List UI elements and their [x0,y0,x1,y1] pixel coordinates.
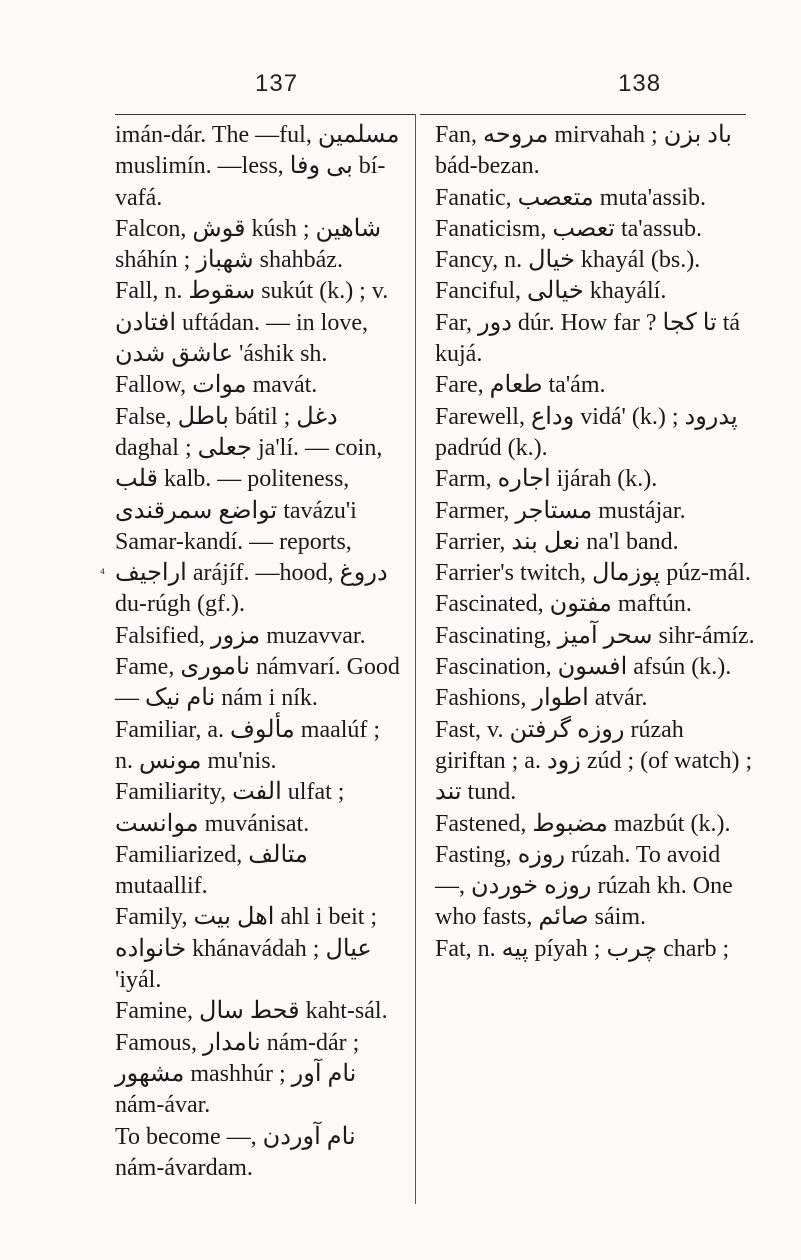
dictionary-entry: Fashions, اطوار atvár. [435,685,648,712]
dictionary-entry: Farewell, وداع vidá' (k.) ; پدرود padrúd (k.). [435,403,738,461]
dictionary-entry: Farrier, نعل بند na'l band. [435,528,679,555]
left-column [115,120,403,1184]
dictionary-entry: Falsified, مزور muzavvar. [115,622,366,649]
dictionary-entry: False, باطل bátil ; دغل daghal ; جعلى ja'lí. — coin, قلب kalb. — politeness, تواضع سمرقندی tavázu'i Samar-kandí. — reports, اراجيف arájíf. —hood, دروغ du-rúgh (gf.). [115,403,388,618]
dictionary-entry: Familiarized, متالف mutaallif. [115,841,308,900]
dictionary-entry: Fat, n. پیه píyah ; چرب charb ; [435,935,730,962]
page-number-left: 137 [255,70,299,97]
dictionary-entry: Fancy, n. خیال khayál (bs.). [435,247,701,274]
dictionary-entry: Fanaticism, تعصب ta'assub. [435,215,702,242]
dictionary-entry: Farmer, مستاجر mustájar. [435,497,686,524]
dictionary-entry: Famous, نامدار nám-dár ; مشهور mashhúr ; نام آور nám-ávar. [115,1029,360,1119]
dictionary-entry: Fan, مروحه mirvahah ; باد بزن bád-bezan. [435,122,732,180]
dictionary-entry: Fame, ناموری námvarí. Good — نام نیک nám i ník. [115,654,400,712]
dictionary-entry: Farrier's twitch, پوزمال púz-mál. [435,560,751,587]
dictionary-entry: Fanatic, متعصب muta'assib. [435,184,707,211]
dictionary-entry: Family, اهل بیت ahl i beit ; خانواده khánavádah ; عیال 'iyál. [115,904,378,994]
dictionary-entry: Far, دور dúr. How far ? تا کجا tá kujá. [435,309,741,368]
dictionary-entry: Fanciful, خیالی khayálí. [435,278,667,305]
dictionary-entry: Familiarity, الفت ulfat ; موانست muvánisat. [115,779,345,837]
dictionary-entry: Falcon, قوش kúsh ; شاهين sháhín ; شهباز shahbáz. [115,215,382,274]
dictionary-entry: Famine, قحط سال kaht-sál. [115,998,388,1025]
margin-mark: ⁴ [100,567,105,582]
dictionary-entry: Fall, n. سقوط sukút (k.) ; v. افتادن uftádan. — in love, عاشق شدن 'áshik sh. [115,278,389,368]
dictionary-entry: Fascinating, سحر آمیز sihr-ámíz. [435,622,755,649]
dictionary-entry: Fascination, افسون afsún (k.). [435,654,732,681]
dictionary-entry: Fallow, موات mavát. [115,372,318,399]
header-rule-left [115,114,415,115]
right-column [435,120,755,965]
dictionary-entry: To become —, نام آوردن nám-ávardam. [115,1123,356,1181]
header-rule-right [420,114,746,115]
dictionary-entry: Familiar, a. مألوف maalúf ; n. مونس mu'nis. [115,716,381,774]
dictionary-entry: Fare, طعام ta'ám. [435,372,606,399]
dictionary-entry: Fasting, روزه rúzah. To avoid —, روزه خوردن rúzah kh. One who fasts, صائم sáim. [435,841,733,931]
dictionary-entry: Fascinated, مفتون maftún. [435,591,692,618]
dictionary-entry: Fast, v. روزه گرفتن rúzah giriftan ; a. زود zúd ; (of watch) ; تند tund. [435,716,753,806]
column-divider [415,114,416,1204]
dictionary-entry: Farm, اجاره ijárah (k.). [435,466,658,493]
dictionary-entry: imán-dár. The —ful, مسلمين muslimín. —less, بی وفا bí-vafá. [115,122,400,211]
dictionary-entry: Fastened, مضبوط mazbút (k.). [435,810,731,837]
page-number-right: 138 [618,70,662,97]
